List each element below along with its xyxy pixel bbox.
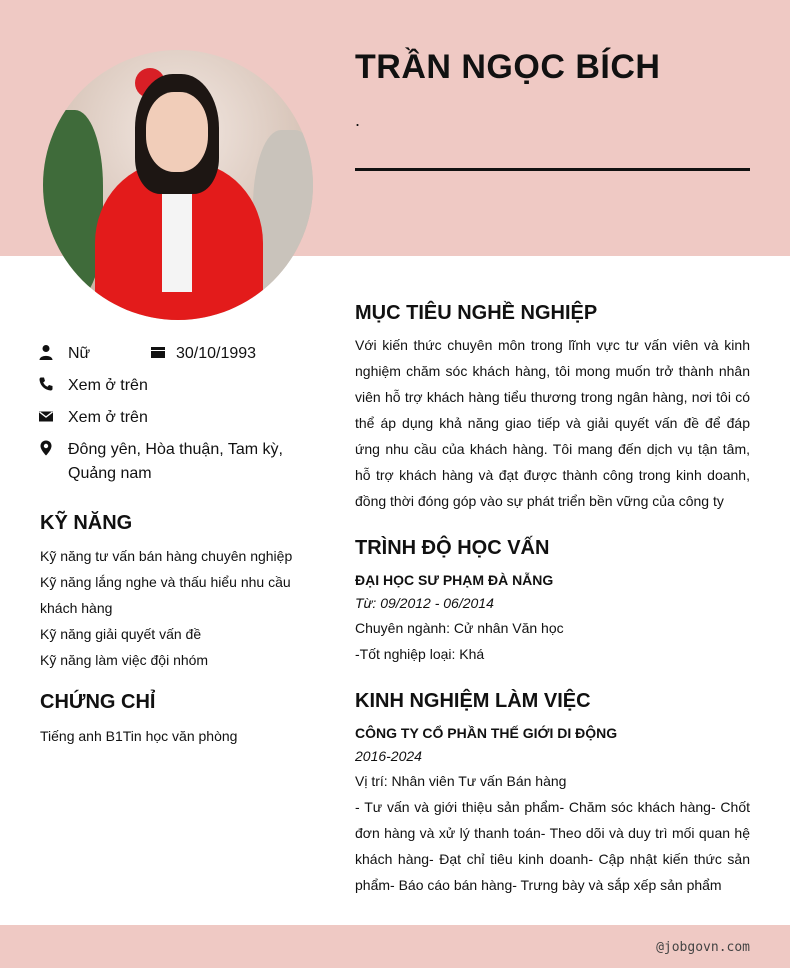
experience-entry: [355, 722, 750, 898]
contact-gender: [38, 342, 90, 366]
certificates-title: CHỨNG CHỈ: [40, 691, 156, 713]
candidate-subtitle: .: [355, 110, 361, 130]
experience-position: Vị trí: Nhân viên Tư vấn Bán hàng: [355, 773, 567, 789]
certificates-text: Tiếng anh B1Tin học văn phòng: [40, 728, 238, 744]
footer-brand: @jobgovn.com: [656, 940, 750, 955]
skill-item: Kỹ năng tư vấn bán hàng chuyên nghiệp: [40, 548, 293, 564]
skill-item: Kỹ năng giải quyết vấn đề: [40, 626, 202, 642]
profile-photo: [43, 50, 313, 320]
contact-email: [38, 406, 148, 430]
person-icon: [38, 344, 54, 360]
skills-list: [40, 543, 300, 673]
experience-company: CÔNG TY CỔ PHẦN THẾ GIỚI DI ĐỘNG: [355, 725, 618, 741]
location-pin-icon: [38, 440, 54, 456]
contact-birthday: [150, 342, 256, 366]
address-value: Đông yên, Hòa thuận, Tam kỳ, Quảng nam: [68, 441, 283, 482]
experience-period: 2016-2024: [355, 748, 422, 764]
education-school: ĐẠI HỌC SƯ PHẠM ĐÀ NẴNG: [355, 572, 554, 588]
education-major: Chuyên ngành: Cử nhân Văn học: [355, 620, 564, 636]
contact-address: [38, 438, 298, 486]
candidate-name: TRẦN NGỌC BÍCH: [355, 48, 661, 86]
contact-phone: [38, 374, 148, 398]
calendar-icon: [150, 344, 166, 360]
education-title: TRÌNH ĐỘ HỌC VẤN: [355, 537, 550, 559]
education-grade: -Tốt nghiệp loại: Khá: [355, 646, 485, 662]
experience-duties: - Tư vấn và giới thiệu sản phẩm- Chăm sóc khách hàng- Chốt đơn hàng và xử lý thanh toán- Theo dõi và duy trì mối quan hệ khách hàng- Đạt chỉ tiêu kinh doanh- Cập nhật kiến thức sản phẩm- Báo cáo bán hàng- Trưng bày và sắp xếp sản phẩm: [355, 799, 750, 893]
skill-item: Kỹ năng lắng nghe và thấu hiểu nhu cầu khách hàng: [40, 574, 291, 616]
name-divider: [355, 168, 750, 171]
education-period: Từ: 09/2012 - 06/2014: [355, 595, 494, 611]
objective-title: MỤC TIÊU NGHỀ NGHIỆP: [355, 302, 598, 324]
skill-item: Kỹ năng làm việc đội nhóm: [40, 652, 209, 668]
email-value: Xem ở trên: [68, 409, 148, 426]
envelope-icon: [38, 408, 54, 424]
objective-text: Với kiến thức chuyên môn trong lĩnh vực tư vấn viên và kinh nghiệm chăm sóc khách hàng, tôi mong muốn trở thành nhân viên hỗ trợ khách hàng tiểu thương trong ngân hàng, nơi tôi có thể áp dụng khả năng giao tiếp và giải quyết vấn đề để đáp ứng nhu cầu của khách hàng. Tôi mang đến dịch vụ tận tâm, hỗ trợ khách hàng và đạt được thành công trong kinh doanh, đồng thời đóng góp vào sự phát triển bền vững của công ty: [355, 337, 750, 509]
phone-value: Xem ở trên: [68, 377, 148, 394]
experience-title: KINH NGHIỆM LÀM VIỆC: [355, 690, 591, 712]
skills-title: KỸ NĂNG: [40, 512, 133, 534]
phone-icon: [38, 376, 54, 392]
birthday-value: 30/10/1993: [176, 345, 257, 362]
education-entry: [355, 569, 750, 667]
gender-value: Nữ: [68, 345, 91, 362]
